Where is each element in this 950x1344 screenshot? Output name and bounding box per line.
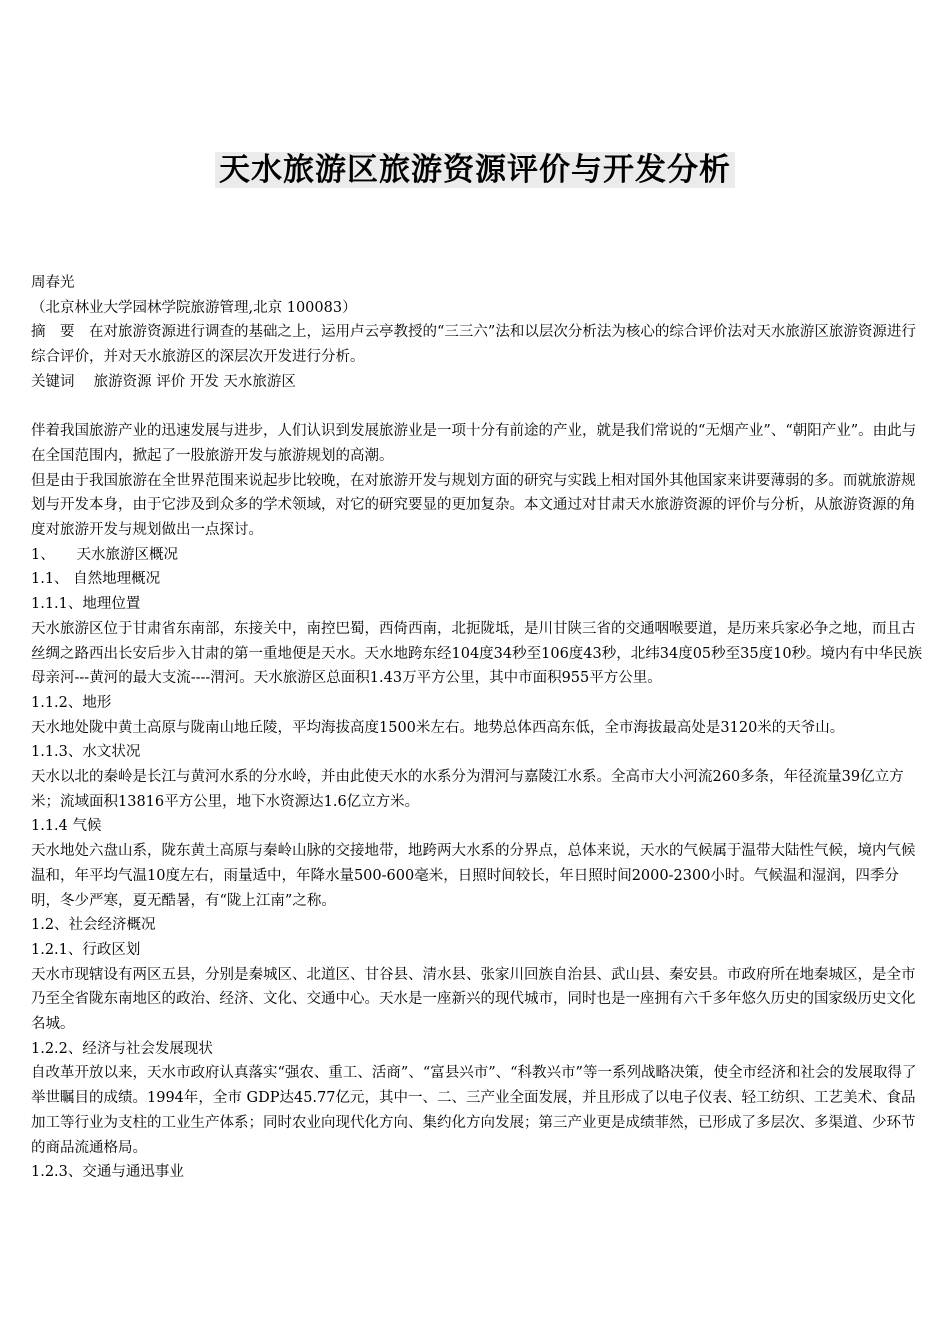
paragraph-hydrology: 天水以北的秦岭是长江与黄河水系的分水岭，并由此使天水的水系分为渭河与嘉陵江水系。全高市大小河流260多条，年径流量39亿立方米；流域面积13816平方公里，地下水资源达1.6亿立方米。 bbox=[31, 769, 904, 810]
abstract: 摘 要 在对旅游资源进行调查的基础之上，运用卢云亭教授的“三三六”法和以层次分析法为核心的综合评价法对天水旅游区旅游资源进行综合评价，并对天水旅游区的深层次开发进行分析。 bbox=[31, 324, 916, 366]
paragraph-climate: 天水地处六盘山系，陇东黄土高原与秦岭山脉的交接地带，地跨两大水系的分界点，总体来说，天水的气候属于温带大陆性气候，境内气候温和，年平均气温10度左右，雨量适中，年降水量500-600毫米，日照时间较长，年日照时间2000-2300小时。气候温和湿润，四季分明，冬少严寒，夏无酷暑，有“陇上江南”之称。 bbox=[31, 843, 916, 909]
heading-1-1-1: 1.1.1、地理位置 bbox=[31, 596, 141, 613]
keywords: 关键词 旅游资源 评价 开发 天水旅游区 bbox=[31, 373, 296, 390]
document-body bbox=[31, 271, 923, 1185]
blank-line bbox=[31, 395, 923, 420]
paragraph-administration: 天水市现辖设有两区五县，分别是秦城区、北道区、甘谷县、清水县、张家川回族自治县、武山县、秦安县。市政府所在地秦城区，是全市乃至全省陇东南地区的政治、经济、文化、交通中心。天水是一座新兴的现代城市，同时也是一座拥有六千多年悠久历史的国家级历史文化名城。 bbox=[31, 966, 916, 1033]
heading-1-1: 1.1、 自然地理概况 bbox=[31, 571, 161, 588]
author: 周春光 bbox=[31, 275, 75, 291]
paragraph-terrain: 天水地处陇中黄土高原与陇南山地丘陵，平均海拔高度1500米左右。地势总体西高东低，全市海拔最高处是3120米的天爷山。 bbox=[31, 719, 845, 736]
paragraph-intro-1: 伴着我国旅游产业的迅速发展与进步，人们认识到发展旅游业是一项十分有前途的产业，就是我们常说的“无烟产业”、“朝阳产业”。由此与在全国范围内，掀起了一股旅游开发与旅游规划的高潮。 bbox=[31, 423, 917, 464]
paragraph-intro-2: 但是由于我国旅游在全世界范围来说起步比较晚，在对旅游开发与规划方面的研究与实践上相对国外其他国家来讲要薄弱的多。而就旅游规划与开发本身，由于它涉及到众多的学术领域，对它的研究要显的更加复杂。本文通过对甘肃天水旅游资源的评价与分析，从旅游资源的角度对旅游开发与规划做出一点探讨。 bbox=[31, 472, 916, 539]
heading-section-1: 1、 天水旅游区概况 bbox=[31, 546, 178, 563]
affiliation: （北京林业大学园林学院旅游管理,北京 100083） bbox=[31, 299, 357, 316]
paragraph-location: 天水旅游区位于甘肃省东南部，东接关中，南控巴蜀，西倚西南，北扼陇坻，是川甘陕三省的交通咽喉要道，是历来兵家必争之地，而且古丝绸之路西出长安后步入甘肃的第一重地便是天水。天水地跨东经104度34秒至106度43秒，北纬34度05秒至35度10秒。境内有中华民族母亲河---黄河的最大支流----渭河。天水旅游区总面积1.43万平方公里，其中市面积955平方公里。 bbox=[31, 620, 923, 687]
heading-1-2: 1.2、社会经济概况 bbox=[31, 917, 156, 934]
heading-1-1-4: 1.1.4 气候 bbox=[31, 818, 102, 835]
heading-1-1-2: 1.1.2、地形 bbox=[31, 694, 112, 711]
heading-1-2-2: 1.2.2、经济与社会发展现状 bbox=[31, 1040, 213, 1057]
document-title bbox=[0, 148, 950, 192]
paragraph-economy: 自改革开放以来，天水市政府认真落实“强农、重工、活商”、“富县兴市”、“科教兴市”等一系列战略决策，使全市经济和社会的发展取得了举世瞩目的成绩。1994年，全市 GDP达45.77亿元，其中一、二、三产业全面发展，并且形成了以电子仪表、轻工纺织、工艺美术、食品加工等行业为支柱的工业生产体系；同时农业向现代化方向、集约化方向发展；第三产业更是成绩菲然，已形成了多层次、多渠道、少环节的商品流通格局。 bbox=[31, 1065, 917, 1156]
heading-1-1-3: 1.1.3、水文状况 bbox=[31, 744, 141, 761]
document-title-text: 天水旅游区旅游资源评价与开发分析 bbox=[215, 152, 735, 188]
heading-1-2-3: 1.2.3、交通与通迅事业 bbox=[31, 1164, 184, 1181]
heading-1-2-1: 1.2.1、行政区划 bbox=[31, 941, 141, 958]
